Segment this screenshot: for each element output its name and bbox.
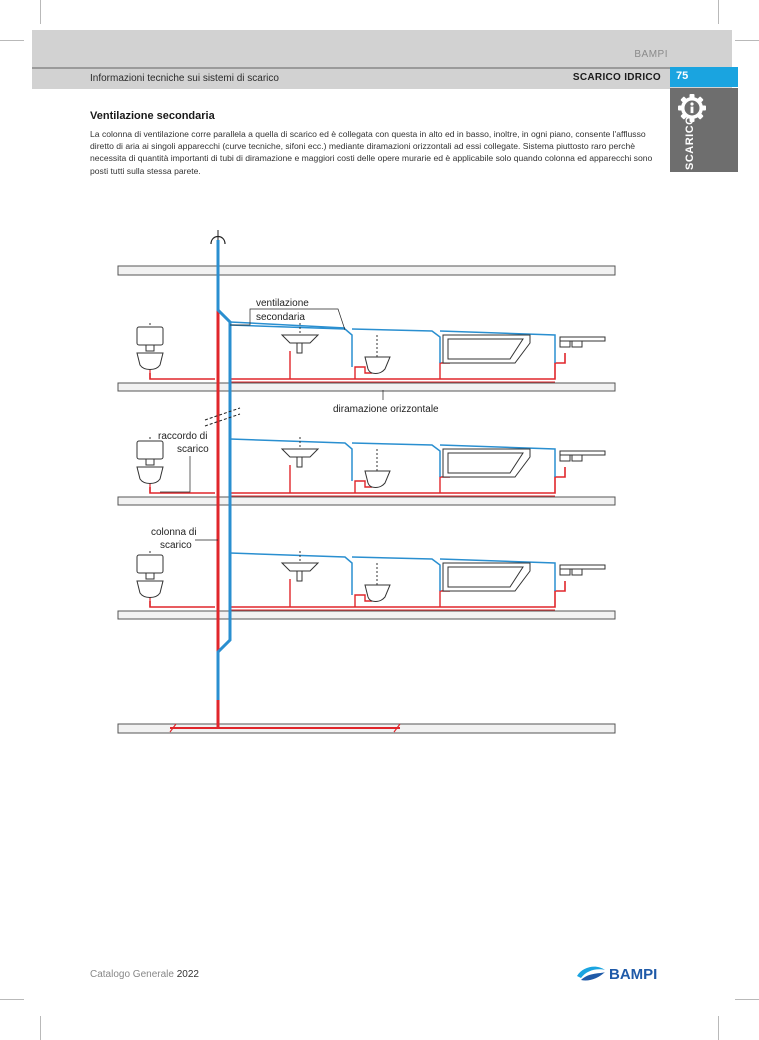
label-ventilazione-1: ventilazione — [256, 298, 309, 309]
label-raccordo-1: raccordo di — [158, 431, 208, 442]
label-diramazione: diramazione orizzontale — [333, 404, 439, 415]
crop-mark — [40, 1016, 41, 1040]
footer-catalog — [90, 969, 199, 980]
label-raccordo-2: scarico — [177, 444, 209, 455]
crop-mark — [735, 40, 759, 41]
bampi-logo — [575, 962, 675, 984]
crop-mark — [40, 0, 41, 24]
ventilation-diagram — [0, 200, 759, 760]
header-brand: BAMPI — [634, 49, 668, 60]
label-colonna-1: colonna di — [151, 527, 197, 538]
crop-mark — [735, 999, 759, 1000]
page-number: 75 — [670, 67, 738, 87]
footer-year: 2022 — [176, 969, 199, 980]
crop-mark — [718, 0, 719, 24]
crop-mark — [0, 999, 24, 1000]
crop-mark — [0, 40, 24, 41]
crop-mark — [718, 1016, 719, 1040]
label-colonna-2: scarico — [160, 540, 192, 551]
side-tab-label: SCARICO — [684, 115, 696, 170]
footer-catalog-text: Catalogo Generale — [90, 969, 174, 980]
label-ventilazione-2: secondaria — [256, 312, 305, 323]
header-section-title: SCARICO IDRICO — [572, 72, 661, 83]
section-title: Ventilazione secondaria — [90, 110, 215, 122]
header-subtitle: Informazioni tecniche sui sistemi di scarico — [90, 73, 279, 84]
section-paragraph: La colonna di ventilazione corre parallela a quella di scarico ed è collegata con questa in alto ed in basso, inoltre, in ogni piano, consente l'afflusso diretto di aria ai singoli apparecchi (curve tecniche, sifoni ecc.) mediante diramazioni orizzontali ad essi collegate. Sistema piuttosto raro perchè necessita di quantità importanti di tubi di diramazione e maggiori costi delle opere murarie ed è applicabile solo quando colonna ed apparecchi sono posti tutti sulla stessa parete. — [90, 129, 653, 176]
logo-text: BAMPI — [609, 966, 658, 983]
header-divider — [32, 67, 670, 69]
